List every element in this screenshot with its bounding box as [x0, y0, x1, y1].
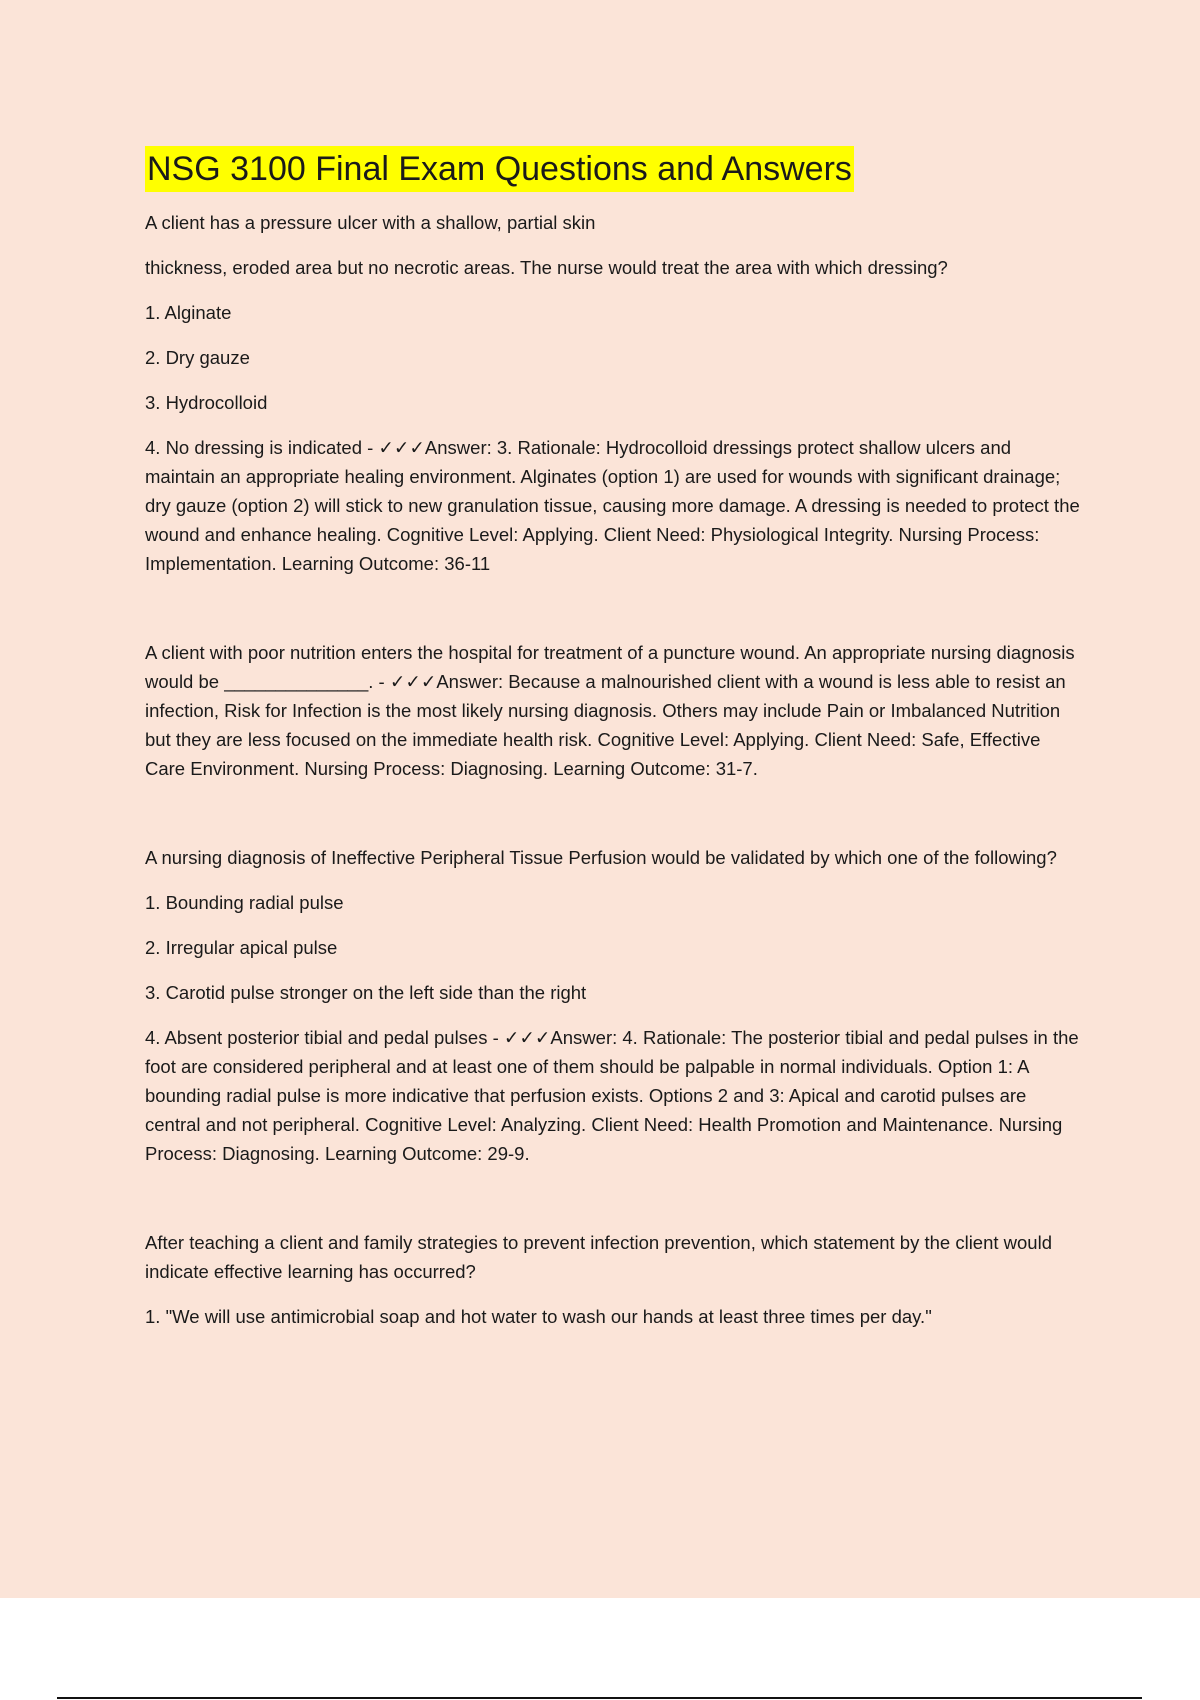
question-3-option-4-answer: 4. Absent posterior tibial and pedal pulses - ✓✓✓Answer: 4. Rationale: The posterior tibial and pedal pulses in the foot are considered peripheral and at least one of them should be palpable in normal individuals. Option 1: A bounding radial pulse is more indicative that perfusion exists. Options 2 and 3: Apical and carotid pulses are central and not peripheral. Cognitive Level: Analyzing. Client Need: Health Promotion and Maintenance. Nursing Process: Diagnosing. Learning Outcome: 29-9.	[145, 1027, 1079, 1164]
question-1-option-3: 3. Hydrocolloid	[145, 392, 268, 413]
question-1-option-2: 2. Dry gauze	[145, 347, 250, 368]
question-3-option-2: 2. Irregular apical pulse	[145, 937, 338, 958]
document-body	[145, 146, 1080, 1331]
question-3-stem: A nursing diagnosis of Ineffective Peripheral Tissue Perfusion would be validated by which one of the following?	[145, 847, 1057, 868]
question-3-option-3: 3. Carotid pulse stronger on the left side than the right	[145, 982, 587, 1003]
question-1-option-4-answer: 4. No dressing is indicated - ✓✓✓Answer: 3. Rationale: Hydrocolloid dressings protect shallow ulcers and maintain an appropriate healing environment. Alginates (option 1) are used for wounds with significant drainage; dry gauze (option 2) will stick to new granulation tissue, causing more damage. A dressing is needed to protect the wound and enhance healing. Cognitive Level: Applying. Client Need: Physiological Integrity. Nursing Process: Implementation. Learning Outcome: 36-11	[145, 437, 1080, 574]
question-4-option-1: 1. "We will use antimicrobial soap and hot water to wash our hands at least three times per day."	[145, 1306, 932, 1327]
question-1-stem-continued: thickness, eroded area but no necrotic areas. The nurse would treat the area with which dressing?	[145, 257, 948, 278]
footer-divider	[57, 1697, 1142, 1699]
question-3-option-1: 1. Bounding radial pulse	[145, 892, 344, 913]
question-1-stem: A client has a pressure ulcer with a shallow, partial skin	[145, 212, 596, 233]
question-2-stem-answer: A client with poor nutrition enters the hospital for treatment of a puncture wound. An appropriate nursing diagnosis would be ______________. - ✓✓✓Answer: Because a malnourished client with a wound is less able to resist an infection, Risk for Infection is the most likely nursing diagnosis. Others may include Pain or Imbalanced Nutrition but they are less focused on the immediate health risk. Cognitive Level: Applying. Client Need: Safe, Effective Care Environment. Nursing Process: Diagnosing. Learning Outcome: 31-7.	[145, 642, 1075, 779]
question-4-stem: After teaching a client and family strategies to prevent infection prevention, which statement by the client would indicate effective learning has occurred?	[145, 1232, 1052, 1282]
question-1-option-1: 1. Alginate	[145, 302, 232, 323]
document-title: NSG 3100 Final Exam Questions and Answers	[145, 146, 854, 192]
